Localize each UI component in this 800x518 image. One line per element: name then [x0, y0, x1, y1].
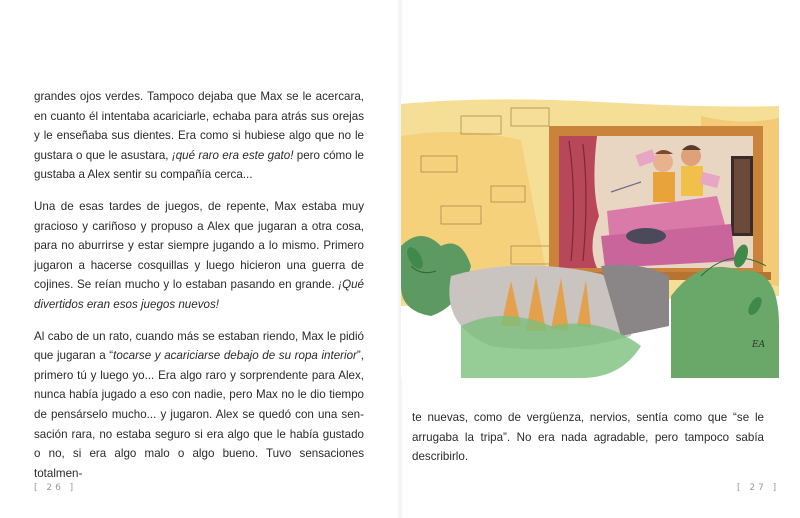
- body-text: grandes ojos verdes. Tampoco dejaba que Max se le acercara, en cuanto él intentaba acariciarle, echaba para atrás sus orejas y le enseñaba sus dientes. Era como si hubiese algo que no le gustara o que le asustara,: [34, 90, 364, 162]
- italic-text: ¡Qué divertidos eran esos juegos nuevos!: [34, 278, 364, 311]
- italic-text: ¡qué raro era este gato!: [171, 148, 294, 162]
- right-page-number: [ 27 ]: [737, 483, 780, 493]
- left-paragraph-3: [34, 327, 364, 484]
- body-text: Una de esas tardes de juegos, de repente, Max estaba muy gracioso y cariñoso y propuso a Alex que jugaran a otra cosa, para no aburrirse y estar siempre jugando a lo mismo. Primero jugaron a hacerse cosquillas y luego hicieron una guerra de cojines. Se reían mucho y lo estaban pasando en grande.: [34, 199, 364, 292]
- body-text: pero cómo le gustaba a Alex sentir su compañía cerca...: [34, 148, 365, 182]
- left-page-number: [ 26 ]: [34, 483, 77, 493]
- left-paragraph-2: [34, 197, 364, 315]
- right-page-text: [412, 408, 764, 467]
- illustration-signature: EA: [752, 340, 766, 350]
- body-text: Al cabo de un rato, cuando más se estaban riendo, Max le pidió que jugaran a “: [34, 329, 364, 363]
- left-page-text: [34, 87, 364, 495]
- body-text: ”, primero tú y luego yo... Era algo raro y sorprendente para Alex, nunca había jugado a eso con nadie, pero Max no le dio tiempo de pensárselo mucho... y jugaron. Alex se quedó con una sensación rara, no estaba seguro si era algo que le había gustado o no, si era algo malo o algo bueno. Tuvo sensaciones totalmen-: [34, 349, 364, 480]
- right-paragraph: te nuevas, como de vergüenza, nervios, sentía como que “se le arrugaba la tripa”. No era nada agradable, pero tampoco sabía describirlo.: [412, 411, 764, 464]
- left-paragraph-1: [34, 87, 364, 185]
- italic-text: tocarse y acariciarse debajo de su ropa interior: [113, 349, 357, 363]
- story-illustration: [401, 96, 779, 378]
